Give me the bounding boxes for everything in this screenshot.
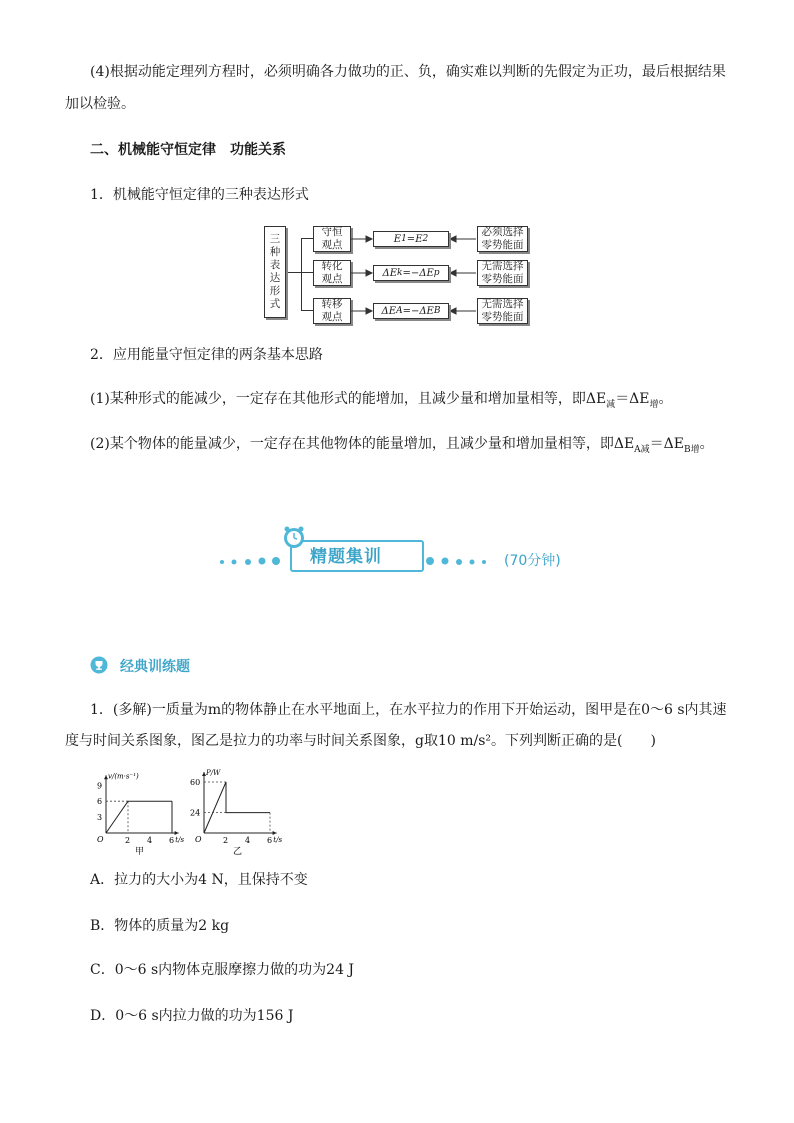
option-b: B．物体的质量为2 kg <box>90 918 230 934</box>
y-tick-label: 6 <box>97 797 103 807</box>
note-label: 零势能面 <box>481 239 524 251</box>
chart-power-time <box>190 765 283 857</box>
series-line <box>106 801 172 833</box>
y-tick-label: 60 <box>190 778 201 787</box>
view-label: 观点 <box>321 273 343 285</box>
item2-paragraph-2 <box>90 434 714 460</box>
formula-sub: p <box>433 267 440 278</box>
y-tick-label: 24 <box>190 808 201 818</box>
origin-label: O <box>97 835 104 844</box>
item2-title: 2．应用能量守恒定律的两条基本思路 <box>90 347 323 363</box>
x-axis-label: t/s <box>273 836 283 844</box>
x-tick-label: 6 <box>267 836 273 845</box>
formula-part: E <box>393 233 402 245</box>
intro-line-2: 加以检验。 <box>65 96 135 112</box>
formula-sub: B <box>433 305 441 316</box>
root-char: 形 <box>269 285 281 297</box>
subscript: B增 <box>684 444 700 455</box>
y-axis-label: P/W <box>206 769 221 777</box>
y-tick-label: 3 <box>97 813 103 823</box>
note-label: 无需选择 <box>481 298 524 310</box>
item1-title: 1．机械能守恒定律的三种表达形式 <box>90 187 309 203</box>
note-box-1 <box>477 226 528 252</box>
view-label: 转化 <box>321 260 343 272</box>
text: (1)某种形式的能减少，一定存在其他形式的能增加，且减少量和增加量相等，即ΔE <box>90 391 607 407</box>
root-char: 三 <box>269 233 281 245</box>
text: 。 <box>699 436 714 452</box>
origin-label: O <box>195 835 202 844</box>
root-char: 达 <box>269 272 281 284</box>
view-label: 观点 <box>321 239 343 251</box>
formula-box-2 <box>373 265 449 281</box>
note-label: 必须选择 <box>481 226 524 238</box>
formula-part: E <box>415 233 423 245</box>
y-axis-label: v/(m·s⁻¹) <box>108 772 139 781</box>
note-label: 无需选择 <box>481 260 524 272</box>
y-tick-label: 9 <box>97 781 103 791</box>
view-label: 转移 <box>321 298 343 310</box>
chart-velocity-time <box>92 765 197 855</box>
text: ＝ΔE <box>615 391 650 407</box>
question-line-1: 1．(多解)一质量为m的物体静止在水平地面上，在水平拉力的作用下开始运动，图甲是在0～6 s内其速 <box>90 702 727 718</box>
x-tick-label: 2 <box>125 836 131 845</box>
x-tick-label: 2 <box>223 836 229 845</box>
formula-sub: k <box>397 267 403 278</box>
series-line <box>204 782 270 833</box>
formula-part: =−ΔE <box>402 267 434 279</box>
intro-line-1: (4)根据动能定理列方程时，必须明确各力做功的正、负，确实难以判断的先假定为正功，最后根据结果 <box>90 64 726 80</box>
energy-conservation-diagram <box>262 218 534 328</box>
text: 。 <box>658 391 673 407</box>
classic-label: 经典训练题 <box>120 659 190 675</box>
note-box-2 <box>477 260 528 286</box>
note-label: 零势能面 <box>481 273 524 285</box>
root-char: 式 <box>269 298 281 310</box>
formula-sub: 2 <box>422 233 429 244</box>
chart-caption: 乙 <box>233 847 243 857</box>
text: (2)某个物体的能量减少，一定存在其他物体的能量增加，且减少量和增加量相等，即ΔE <box>90 436 635 452</box>
root-char: 表 <box>269 259 281 271</box>
formula-part: ΔE <box>381 305 397 317</box>
formula-box-1 <box>373 231 449 247</box>
x-tick-label: 4 <box>245 836 251 845</box>
x-tick-label: 4 <box>147 836 153 845</box>
text: ＝ΔE <box>649 436 685 452</box>
note-box-3 <box>477 298 528 324</box>
banner-time: (70分钟) <box>504 553 561 569</box>
x-axis-arrow <box>273 831 277 835</box>
subscript: A减 <box>634 444 650 455</box>
note-label: 零势能面 <box>481 311 524 323</box>
formula-sub: A <box>396 305 403 316</box>
subscript: 减 <box>606 399 616 410</box>
banner-title: 精题集训 <box>310 547 382 567</box>
view-label: 观点 <box>321 311 343 323</box>
x-axis-label: t/s <box>175 836 185 844</box>
section-title: 二、机械能守恒定律 功能关系 <box>90 142 286 158</box>
x-axis-arrow <box>175 831 179 835</box>
chart-caption: 甲 <box>135 847 145 857</box>
clock-icon <box>282 526 306 550</box>
trophy-icon <box>90 656 108 674</box>
formula-part: ΔE <box>382 267 397 279</box>
item2-paragraph-1 <box>90 389 673 415</box>
subscript: 增 <box>649 399 659 410</box>
formula-sub: 1 <box>401 233 407 244</box>
option-d: D．0～6 s内拉力做的功为156 J <box>90 1008 294 1024</box>
formula-part: = <box>406 233 416 245</box>
section-banner <box>210 522 600 574</box>
option-a: A．拉力的大小为4 N，且保持不变 <box>90 872 308 888</box>
formula-part: =−ΔE <box>402 305 434 317</box>
question-line-2: 度与时间关系图象，图乙是拉力的功率与时间关系图象，g取10 m/s²。下列判断正确的是( ) <box>65 733 656 749</box>
view-label: 守恒 <box>321 226 343 238</box>
option-c: C．0～6 s内物体克服摩擦力做的功为24 J <box>90 962 355 978</box>
formula-box-3 <box>373 303 449 319</box>
x-tick-label: 6 <box>169 836 175 845</box>
root-char: 种 <box>269 246 281 258</box>
